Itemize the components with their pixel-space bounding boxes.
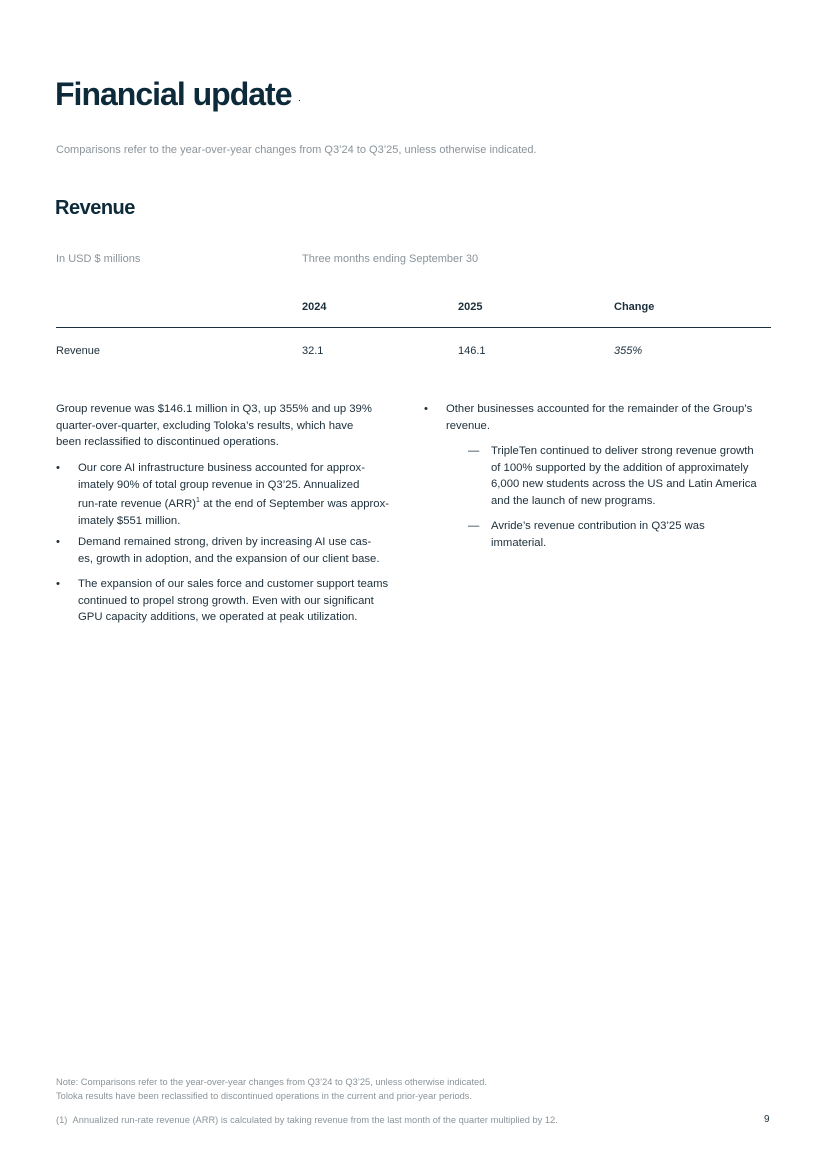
footnote-1 <box>56 1115 558 1125</box>
bullet-dot-icon: • <box>56 578 60 590</box>
footnote-text: Annualized run-rate revenue (ARR) is calculated by taking revenue from the last month of the quarter multiplied by 12. <box>72 1115 558 1125</box>
bullet-line: Our core AI infrastructure business accounted for approx- <box>78 462 365 474</box>
sub-item-line: TripleTen continued to deliver strong revenue growth <box>491 445 754 457</box>
dash-icon: — <box>468 445 480 457</box>
intro-line: quarter-over-quarter, excluding Toloka’s results, which have <box>56 419 354 432</box>
bullet-line-with-footnote: run-rate revenue (ARR)$^1$ at the end of September was approx- <box>78 497 389 510</box>
bullet-line: Demand remained strong, driven by increasing AI use cas- <box>78 536 372 548</box>
bullet-line: es, growth in adoption, and the expansion of our client base. <box>78 552 380 565</box>
unit-label: In USD $ millions <box>56 253 141 265</box>
sub-item-line: immaterial. <box>491 536 547 549</box>
bullet-dot-icon: • <box>56 536 60 548</box>
page-subtitle: Comparisons refer to the year-over-year changes from Q3’24 to Q3’25, unless otherwise indicated. <box>56 144 537 156</box>
bullet-line: Other businesses accounted for the remainder of the Group’s <box>446 403 753 415</box>
dash-icon: — <box>468 520 480 532</box>
sub-item-line: and the launch of new programs. <box>491 494 656 507</box>
column-header-2024: 2024 <box>302 301 327 313</box>
footer-note-line-1: Note: Comparisons refer to the year-over-year changes from Q3’24 to Q3’25, unless otherwise indicated. <box>56 1077 487 1087</box>
title-dot-mark <box>299 100 300 101</box>
bullet-line: imately 90% of total group revenue in Q3’25. Annualized <box>78 478 360 491</box>
bullet-line: revenue. <box>446 419 490 432</box>
footnote-marker: (1) <box>56 1115 68 1125</box>
section-title-revenue: Revenue <box>55 197 135 219</box>
column-header-2025: 2025 <box>458 301 483 313</box>
intro-line: Group revenue was $146.1 million in Q3, up 355% and up 39% <box>56 403 372 415</box>
bullet-line: imately $551 million. <box>78 514 181 527</box>
page-title: Financial update <box>55 76 292 112</box>
page-number: 9 <box>764 1114 770 1125</box>
cell-revenue-2024: 32.1 <box>302 345 324 357</box>
table-header-divider <box>56 327 771 328</box>
bullet-line: GPU capacity additions, we operated at peak utilization. <box>78 611 358 624</box>
cell-revenue-2025: 146.1 <box>458 345 486 357</box>
sub-item-line: of 100% supported by the addition of approximately <box>491 461 749 474</box>
footnote-ref: 1 <box>196 497 200 505</box>
period-label: Three months ending September 30 <box>302 253 479 265</box>
bullet-dot-icon: • <box>56 462 60 474</box>
intro-paragraph <box>56 401 416 451</box>
row-label-revenue: Revenue <box>56 345 101 357</box>
bullet-line: The expansion of our sales force and customer support teams <box>78 578 389 590</box>
cell-revenue-change: 355% <box>614 345 643 357</box>
bullet-dot-icon: • <box>424 403 428 415</box>
bullet-line: continued to propel strong growth. Even with our significant <box>78 594 374 607</box>
column-header-change: Change <box>614 301 655 313</box>
intro-line: been reclassified to discontinued operations. <box>56 436 279 449</box>
sub-item-line: 6,000 new students across the US and Latin America <box>491 478 757 491</box>
footer-note-line-2: Toloka results have been reclassified to discontinued operations in the current and prior-year periods. <box>56 1091 473 1101</box>
sub-item-line: Avride’s revenue contribution in Q3’25 was <box>491 520 705 532</box>
